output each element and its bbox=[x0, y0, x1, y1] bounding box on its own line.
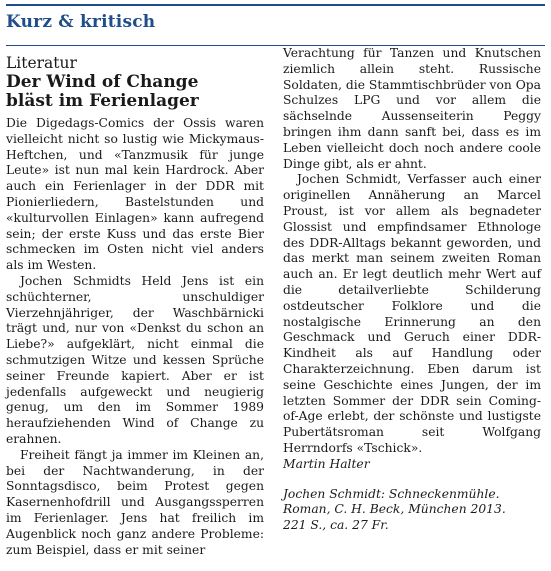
paragraph: Verachtung für Tanzen und Knutschen ziemlich allein steht. Russische Soldaten, die Stammtischbrüder von Opa Schulzes LPG und vor allem die sächselnde Aussenseiterin Peggy bringen ihm dann sanft bei, dass es im Leben vielleicht doch noch andere coole Dinge gibt, als er ahnt. bbox=[283, 46, 541, 171]
book-info bbox=[283, 487, 541, 534]
book-info-line: Jochen Schmidt: Schneckenmühle. bbox=[283, 486, 500, 501]
paragraph: Jochen Schmidts Held Jens ist ein schüchterner, unschuldiger Vierzehnjähriger, der Waschbärnicki trägt und, nur von «Denkst du schon an Liebe?» aufgeklärt, nicht einmal die schmutzigen Witze und kessen Sprüche seiner Freunde kapiert. Aber er ist jedenfalls aufgeweckt und neugierig genug, um den im Sommer 1989 heraufziehenden Wind of Change zu erahnen. bbox=[6, 273, 264, 446]
section-heading: Kurz & kritisch bbox=[6, 12, 156, 32]
kicker: Literatur bbox=[6, 54, 77, 72]
right-column bbox=[283, 46, 541, 534]
paragraph: Jochen Schmidt, Verfasser auch einer originellen Annäherung an Marcel Proust, ist vor allem als begnadeter Glossist und empfindsamer Ethnologe des DDR-Alltags bekannt geworden, und das merkt man seinem zweiten Roman auch an. Er legt deutlich mehr Wert auf die detailverliebte Schilderung ostdeutscher Folklore und die nostalgische Erinnerung an den Geschmack und Geruch einer DDR-Kindheit als auf Handlung oder Charakterzeichnung. Eben darum ist seine Geschichte eines Jungen, der im letzten Sommer der DDR sein Coming-of-Age erlebt, der schönste und lustigste Pubertätsroman seit Wolfgang Herrndorfs «Tschick». bbox=[283, 172, 541, 455]
headline-line-2: bläst im Ferienlager bbox=[6, 91, 199, 111]
paragraph: Die Digedags-Comics der Ossis waren vielleicht nicht so lustig wie Mickymaus-Heftchen, und «Tanzmusik für junge Leute» ist nun mal kein Hardrock. Aber auch ein Ferienlager in der DDR mit Pionierliedern, Bastelstunden und «kulturvollen Einlagen» kann aufregend sein; der erste Kuss und das erste Bier schmecken im Osten nicht viel anders als im Westen. bbox=[6, 116, 264, 273]
top-rule bbox=[6, 4, 545, 6]
left-column bbox=[6, 54, 264, 558]
book-info-line: Roman, C. H. Beck, München 2013. bbox=[283, 502, 506, 517]
book-info-line: 221 S., ca. 27 Fr. bbox=[283, 518, 389, 533]
paragraph: Freiheit fängt ja immer im Kleinen an, bei der Nachtwanderung, in der Sonntagsdisco, beim Protest gegen Kasernenhofdrill und Ausgangssperren im Ferienlager. Jens hat freilich im Augenblick noch ganz andere Probleme: zum Beispiel, dass er mit seiner bbox=[6, 447, 264, 557]
headline bbox=[6, 73, 264, 111]
author-byline: Martin Halter bbox=[283, 456, 370, 471]
headline-line-1: Der Wind of Change bbox=[6, 72, 199, 92]
